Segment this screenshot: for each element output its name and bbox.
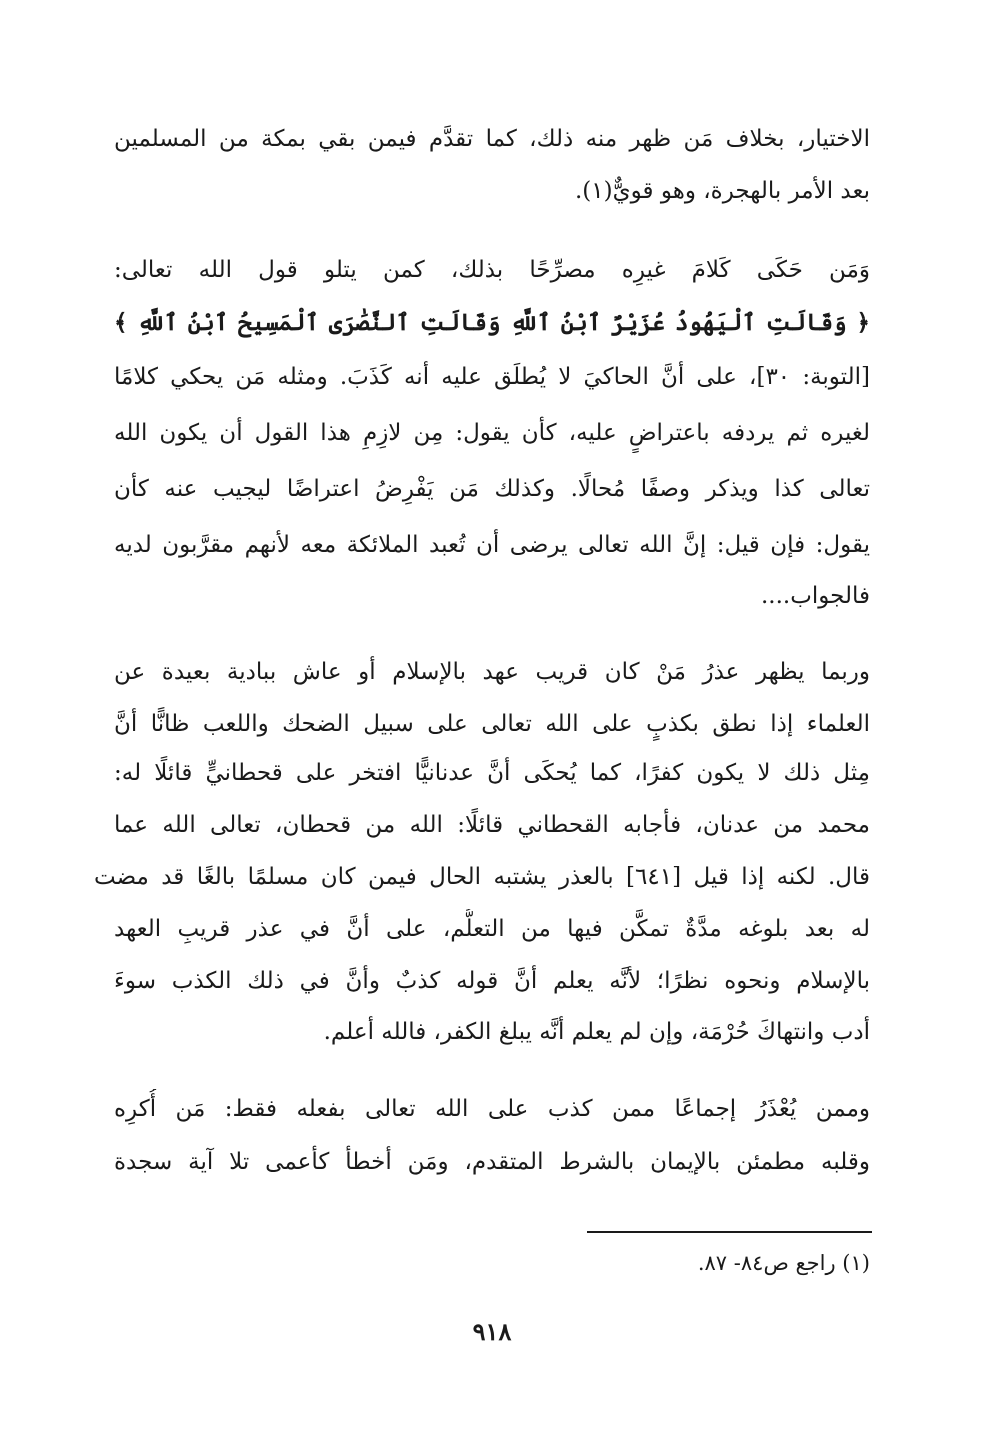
text-line: أدب وانتهاكَ حُرْمَة، وإن لم يعلم أنَّه يبلغ الكفر، فالله أعلم. — [323, 1019, 870, 1045]
text-line: يقول: فإن قيل: إنَّ الله تعالى يرضى أن تُعبد الملائكة معه لأنهم مقرَّبون لديه — [114, 532, 870, 558]
text-line: بالإسلام ونحوه نظرًا؛ لأنَّه يعلم أنَّ قوله كذبٌ وأنَّ في ذلك الكذب سوءَ — [114, 968, 870, 994]
footnote: (١) راجع ص٨٤- ٨٧. — [697, 1251, 870, 1275]
text-line: وَمَن حَكَى كَلامَ غيرِه مصرِّحًا بذلك، كمن يتلو قول الله تعالى: — [114, 257, 870, 283]
text-line: تعالى كذا ويذكر وصفًا مُحالًا. وكذلك مَن يَفْرِضُ اعتراضًا ليجيب عنه كأن — [114, 476, 870, 502]
quran-verse: ﴿ وَقَالَتِ ٱلْيَهُودُ عُزَيْرٌ ٱبْنُ ٱللَّهِ وَقَالَتِ ٱلنَّصَٰرَى ٱلْمَسِيحُ ٱبْنُ ٱللَّهِ ﴾ — [114, 309, 870, 336]
text-line: محمد من عدنان، فأجابه القحطاني قائلًا: الله من قحطان، تعالى الله عما — [114, 812, 870, 838]
text-line: فالجواب.... — [760, 583, 870, 609]
text-line: العلماء إذا نطق بكذبٍ على الله تعالى على سبيل الضحك واللعب ظانًّا أنَّ — [114, 711, 870, 737]
text-line: قال. لكنه إذا قيل [٦٤١] بالعذر يشتبه الحال فيمن كان مسلمًا بالغًا قد مضت — [94, 864, 870, 890]
text-line: الاختيار، بخلاف مَن ظهر منه ذلك، كما تقدَّم فيمن بقي بمكة من المسلمين — [114, 126, 870, 152]
footnote-separator — [587, 1231, 872, 1233]
text-line: له بعد بلوغه مدَّةٌ تمكَّن فيها من التعلُّم، على أنَّ في عذر قريبِ العهد — [114, 916, 870, 942]
text-line: بعد الأمر بالهجرة، وهو قويٌّ(١). — [575, 178, 870, 204]
text-line: مِثل ذلك لا يكون كفرًا، كما يُحكَى أنَّ عدنانيًّا افتخر على قحطانيٍّ قائلًا له: — [114, 760, 870, 786]
text-line: وقلبه مطمئن بالإيمان بالشرط المتقدم، ومَن أخطأ كأعمى تلا آية سجدة — [114, 1149, 870, 1175]
page-number: ٩١٨ — [472, 1317, 512, 1346]
text-line: وممن يُعْذَرُ إجماعًا ممن كذب على الله تعالى بفعله فقط: مَن أُكرِه — [114, 1096, 870, 1122]
text-line: [التوبة: ٣٠]، على أنَّ الحاكيَ لا يُطلَق عليه أنه كَذَبَ. ومثله مَن يحكي كلامًا — [114, 364, 870, 390]
text-line: لغيره ثم يردفه باعتراضٍ عليه، كأن يقول: مِن لازِمِ هذا القول أن يكون الله — [114, 420, 870, 446]
text-line: وربما يظهر عذرُ مَنْ كان قريب عهد بالإسلام أو عاش ببادية بعيدة عن — [114, 659, 870, 685]
